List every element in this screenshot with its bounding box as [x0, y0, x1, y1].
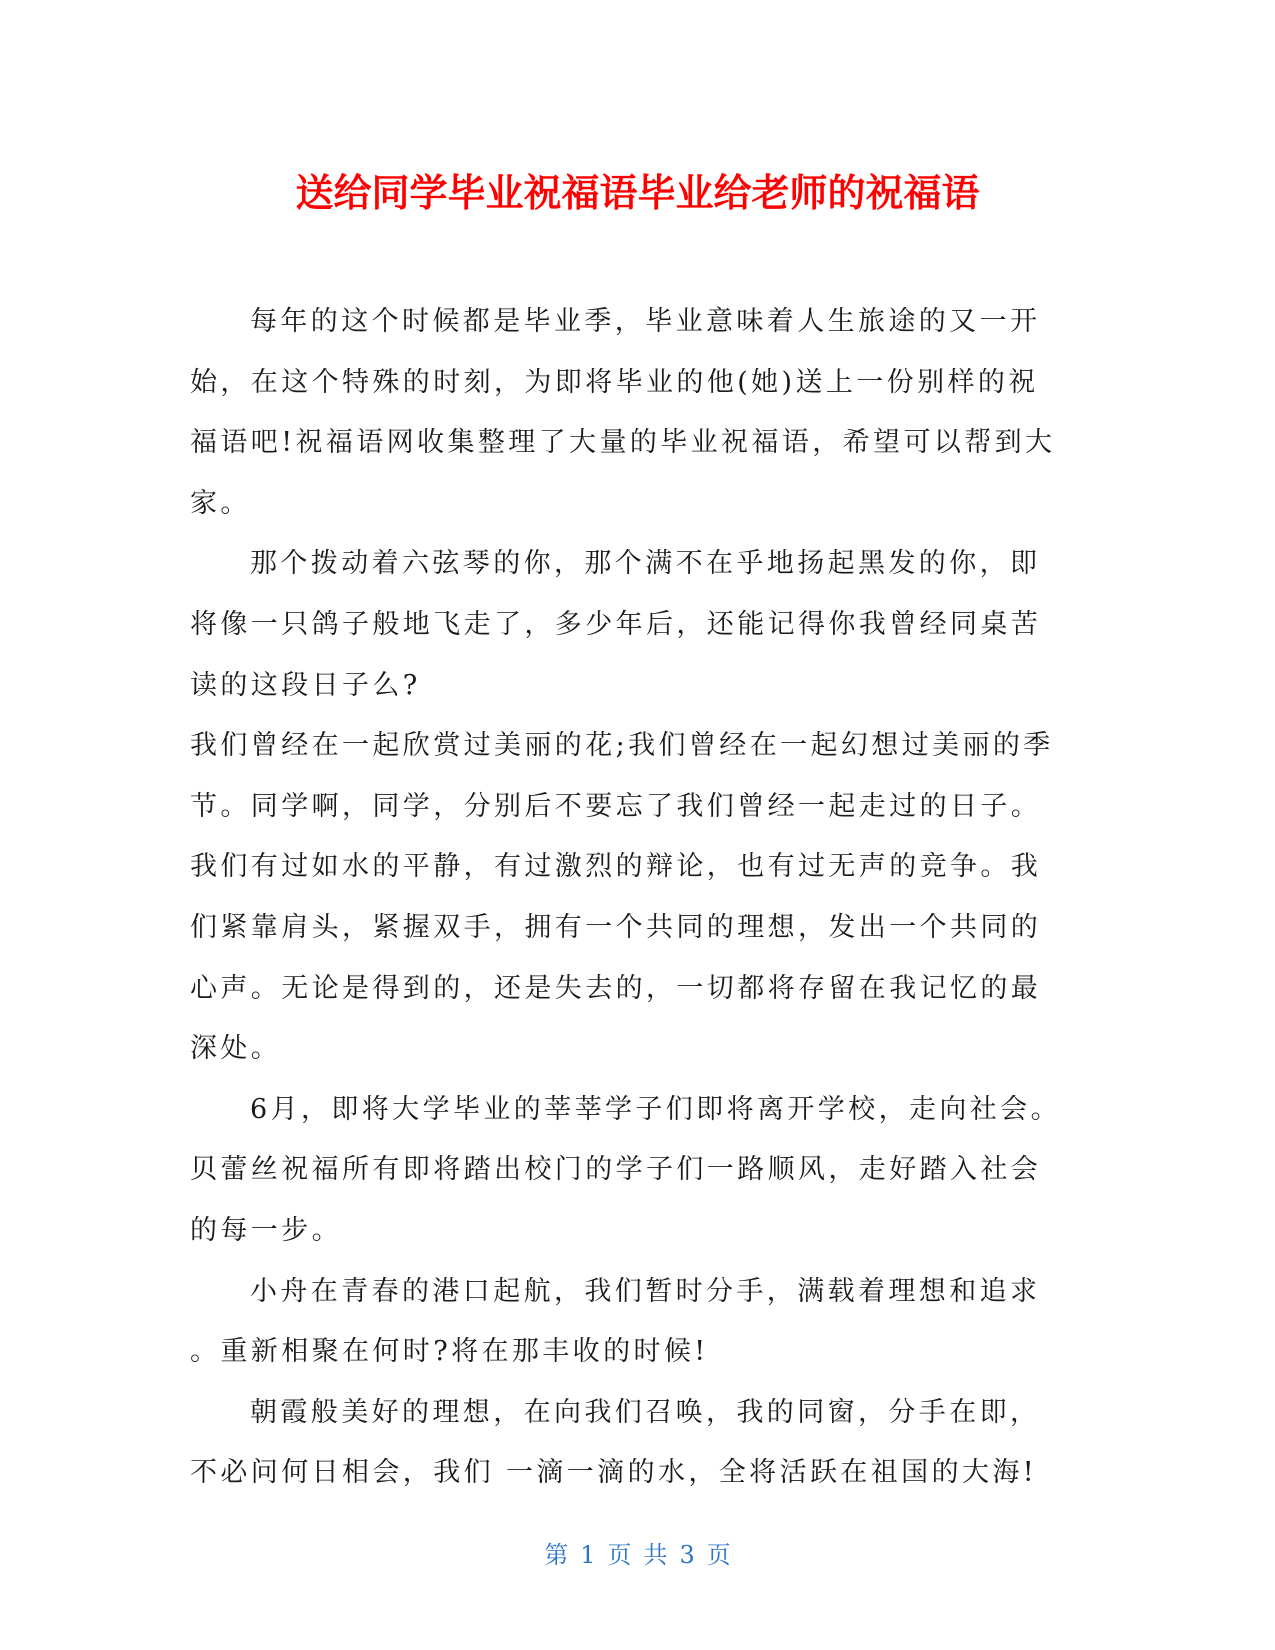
text-line: 读的这段日子么? [190, 669, 421, 701]
document-title: 送给同学毕业祝福语毕业给老师的祝福语 [295, 171, 980, 215]
text-line: 心声。无论是得到的，还是失去的，一切都将存留在我记忆的最 [190, 972, 1042, 1004]
text-line: 我们有过如水的平静，有过激烈的辩论，也有过无声的竞争。我 [190, 851, 1042, 883]
text-line: 节。同学啊，同学，分别后不要忘了我们曾经一起走过的日子。 [190, 790, 1042, 822]
text-line: 我们曾经在一起欣赏过美丽的花;我们曾经在一起幻想过美丽的季 [190, 730, 1054, 762]
text-line: 家。 [190, 487, 251, 519]
text-line: 将像一只鸽子般地飞走了，多少年后，还能记得你我曾经同桌苦 [190, 608, 1042, 640]
text-line: 6月，即将大学毕业的莘莘学子们即将离开学校，走向社会。 [250, 1093, 1061, 1125]
text-line: 们紧靠肩头，紧握双手，拥有一个共同的理想，发出一个共同的 [190, 911, 1042, 943]
footer-prefix: 第 [544, 1541, 569, 1569]
text-line: 每年的这个时候都是毕业季，毕业意味着人生旅途的又一开 [250, 306, 1041, 337]
text-line: 福语吧!祝福语网收集整理了大量的毕业祝福语，希望可以帮到大 [190, 427, 1056, 459]
footer-suffix: 页 [706, 1541, 731, 1569]
text-line: 不必问何日相会，我们 一滴一滴的水，全将活跃在祖国的大海! [190, 1457, 1038, 1489]
text-line: 小舟在青春的港口起航，我们暂时分手，满载着理想和追求 [250, 1275, 1041, 1307]
text-line: 贝蕾丝祝福所有即将踏出校门的学子们一路顺风，走好踏入社会 [190, 1154, 1042, 1186]
text-line: 朝霞般美好的理想，在向我们召唤，我的同窗，分手在即， [250, 1396, 1041, 1428]
text-line: 那个拨动着六弦琴的你，那个满不在乎地扬起黑发的你，即 [250, 548, 1041, 580]
document-body [190, 292, 1080, 1504]
text-line: 深处。 [190, 1033, 282, 1065]
footer-total-word: 共 [643, 1541, 668, 1569]
total-pages-number: 3 [679, 1541, 695, 1569]
text-line: 始，在这个特殊的时刻，为即将毕业的他(她)送上一份别样的祝 [190, 366, 1039, 398]
current-page-number: 1 [580, 1541, 596, 1569]
text-line: 。重新相聚在何时?将在那丰收的时候! [190, 1336, 709, 1368]
text-line: 的每一步。 [190, 1214, 342, 1246]
page-footer [0, 1540, 1275, 1570]
footer-page-word: 页 [607, 1541, 632, 1569]
